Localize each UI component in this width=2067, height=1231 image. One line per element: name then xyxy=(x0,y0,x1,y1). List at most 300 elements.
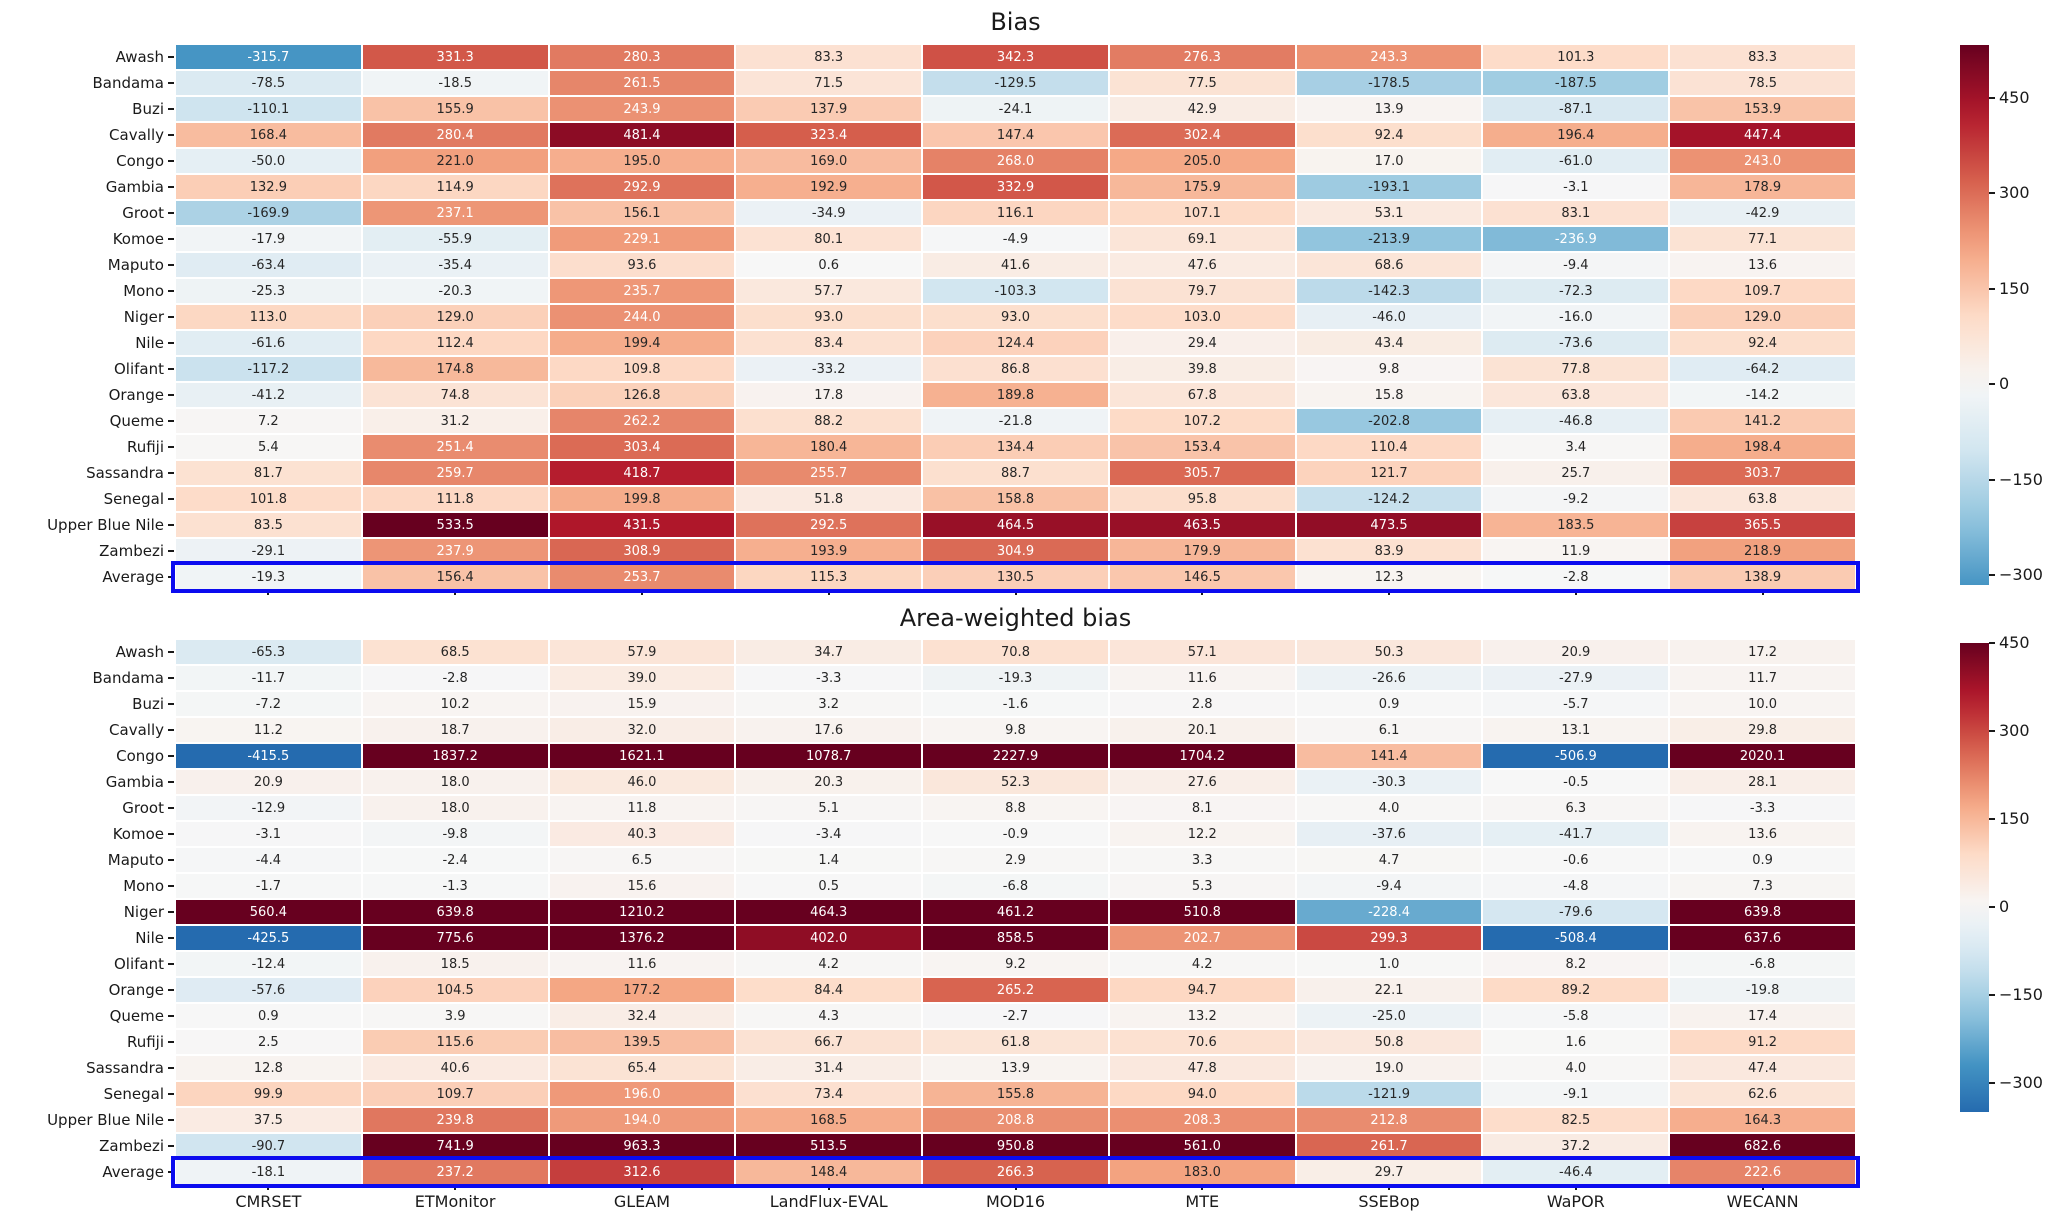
heatmap-cell: 280.4 xyxy=(363,123,548,147)
heatmap-cell: 858.5 xyxy=(923,926,1108,950)
heatmap-cell: 192.9 xyxy=(736,175,921,199)
heatmap-cell: -0.5 xyxy=(1483,770,1668,794)
heatmap-cell: -16.0 xyxy=(1483,305,1668,329)
heatmap-cell: -425.5 xyxy=(176,926,361,950)
heatmap-cell: 164.3 xyxy=(1670,1108,1855,1132)
heatmap-cell: 243.9 xyxy=(550,97,735,121)
heatmap-cell: 47.6 xyxy=(1110,253,1295,277)
heatmap-cell: 132.9 xyxy=(176,175,361,199)
heatmap-cell: -18.5 xyxy=(363,71,548,95)
heatmap-cell: 4.0 xyxy=(1483,1056,1668,1080)
heatmap-cell: 17.6 xyxy=(736,718,921,742)
heatmap-cell: 62.6 xyxy=(1670,1082,1855,1106)
heatmap-cell: 0.9 xyxy=(1297,692,1482,716)
y-axis-tick xyxy=(168,807,174,809)
heatmap-cell: 112.4 xyxy=(363,331,548,355)
heatmap-cell: 18.5 xyxy=(363,952,548,976)
heatmap-cell: 194.0 xyxy=(550,1108,735,1132)
heatmap-cell: -3.1 xyxy=(1483,175,1668,199)
heatmap-cell: 11.8 xyxy=(550,796,735,820)
row-label: Olifant xyxy=(113,360,164,378)
heatmap-cell: 5.4 xyxy=(176,435,361,459)
heatmap-cell: 510.8 xyxy=(1110,900,1295,924)
heatmap-cell: -9.4 xyxy=(1297,874,1482,898)
heatmap-cell: -57.6 xyxy=(176,978,361,1002)
colorbar-tick-label: 450 xyxy=(1999,88,2030,108)
heatmap-cell: 153.9 xyxy=(1670,97,1855,121)
heatmap-cell: 365.5 xyxy=(1670,513,1855,537)
heatmap-cell: 169.0 xyxy=(736,149,921,173)
heatmap-cell: 950.8 xyxy=(923,1134,1108,1158)
colorbar-tick-label: −150 xyxy=(1999,469,2043,489)
heatmap-cell: 1376.2 xyxy=(550,926,735,950)
heatmap-cell: -2.7 xyxy=(923,1004,1108,1028)
heatmap-cell: -1.6 xyxy=(923,692,1108,716)
heatmap-cell: -4.4 xyxy=(176,848,361,872)
heatmap-cell: 29.8 xyxy=(1670,718,1855,742)
heatmap-cell: -9.2 xyxy=(1483,487,1668,511)
heatmap-cell: -11.7 xyxy=(176,666,361,690)
heatmap-cell: 243.0 xyxy=(1670,149,1855,173)
y-axis-tick xyxy=(168,937,174,939)
heatmap-cell: 261.7 xyxy=(1297,1134,1482,1158)
y-axis-tick xyxy=(168,342,174,344)
heatmap-cell: 18.0 xyxy=(363,770,548,794)
heatmap-cell: 299.3 xyxy=(1297,926,1482,950)
y-axis-tick xyxy=(168,781,174,783)
heatmap-cell: 126.8 xyxy=(550,383,735,407)
row-label: Queme xyxy=(109,412,164,430)
y-axis-tick xyxy=(168,963,174,965)
heatmap-cell: 15.8 xyxy=(1297,383,1482,407)
heatmap-cell: -79.6 xyxy=(1483,900,1668,924)
col-label: WaPOR xyxy=(1546,1192,1605,1211)
heatmap-cell: -19.3 xyxy=(923,666,1108,690)
y-axis-tick xyxy=(168,160,174,162)
heatmap-cell: 22.1 xyxy=(1297,978,1482,1002)
heatmap-cell: 77.1 xyxy=(1670,227,1855,251)
heatmap-cell: 5.3 xyxy=(1110,874,1295,898)
y-axis-tick xyxy=(168,524,174,526)
heatmap-cell: 513.5 xyxy=(736,1134,921,1158)
row-label: Cavally xyxy=(109,126,164,144)
heatmap-cell: 9.8 xyxy=(1297,357,1482,381)
heatmap-cell: 103.0 xyxy=(1110,305,1295,329)
heatmap-cell: -178.5 xyxy=(1297,71,1482,95)
row-label: Awash xyxy=(115,643,164,661)
heatmap-cell: -35.4 xyxy=(363,253,548,277)
heatmap-cell: 158.8 xyxy=(923,487,1108,511)
heatmap-cell: 73.4 xyxy=(736,1082,921,1106)
colorbar-tick xyxy=(1989,1082,1995,1084)
row-label: Sassandra xyxy=(86,1059,164,1077)
colorbar-tick xyxy=(1989,730,1995,732)
heatmap-cell: 199.4 xyxy=(550,331,735,355)
heatmap-cell: 40.3 xyxy=(550,822,735,846)
heatmap-cell: -50.0 xyxy=(176,149,361,173)
heatmap-cell: 292.9 xyxy=(550,175,735,199)
y-axis-tick xyxy=(168,108,174,110)
row-label: Olifant xyxy=(113,955,164,973)
heatmap-cell: -21.8 xyxy=(923,409,1108,433)
heatmap-cell: 31.2 xyxy=(363,409,548,433)
colorbar-tick xyxy=(1989,994,1995,996)
heatmap-cell: 193.9 xyxy=(736,539,921,563)
heatmap-cell: 308.9 xyxy=(550,539,735,563)
colorbar-tick-label: −150 xyxy=(1999,984,2043,1004)
heatmap-cell: 39.0 xyxy=(550,666,735,690)
heatmap-cell: -236.9 xyxy=(1483,227,1668,251)
heatmap-cell: -41.2 xyxy=(176,383,361,407)
heatmap-cell: 47.8 xyxy=(1110,1056,1295,1080)
row-label: Average xyxy=(102,1163,164,1181)
y-axis-tick xyxy=(168,859,174,861)
colorbar-tick-label: 300 xyxy=(1999,183,2030,203)
heatmap-cell: 175.9 xyxy=(1110,175,1295,199)
y-axis-tick xyxy=(168,238,174,240)
y-axis-tick xyxy=(168,550,174,552)
heatmap-cell: 963.3 xyxy=(550,1134,735,1158)
col-label: ETMonitor xyxy=(414,1192,496,1211)
heatmap-cell: 92.4 xyxy=(1297,123,1482,147)
row-label: Senegal xyxy=(103,490,164,508)
heatmap-cell: 13.1 xyxy=(1483,718,1668,742)
y-axis-tick xyxy=(168,833,174,835)
row-label: Buzi xyxy=(132,695,164,713)
heatmap-cell: 69.1 xyxy=(1110,227,1295,251)
heatmap-cell: 280.3 xyxy=(550,45,735,69)
heatmap-cell: 71.5 xyxy=(736,71,921,95)
row-label: Orange xyxy=(108,981,164,999)
heatmap-cell: -73.6 xyxy=(1483,331,1668,355)
heatmap-cell: 4.3 xyxy=(736,1004,921,1028)
heatmap-cell: 19.0 xyxy=(1297,1056,1482,1080)
heatmap-cell: 39.8 xyxy=(1110,357,1295,381)
heatmap-cell: 5.1 xyxy=(736,796,921,820)
heatmap-cell: -117.2 xyxy=(176,357,361,381)
y-axis-tick xyxy=(168,134,174,136)
heatmap-cell: 155.9 xyxy=(363,97,548,121)
heatmap-cell: 1.6 xyxy=(1483,1030,1668,1054)
heatmap-cell: 43.4 xyxy=(1297,331,1482,355)
y-axis-tick xyxy=(168,677,174,679)
heatmap-cell: 37.5 xyxy=(176,1108,361,1132)
heatmap-cell: 74.8 xyxy=(363,383,548,407)
heatmap-cell: -34.9 xyxy=(736,201,921,225)
heatmap-cell: -0.9 xyxy=(923,822,1108,846)
heatmap-cell: -3.3 xyxy=(736,666,921,690)
heatmap-cell: 0.6 xyxy=(736,253,921,277)
heatmap-cell: 12.8 xyxy=(176,1056,361,1080)
row-label: Upper Blue Nile xyxy=(47,1111,164,1129)
col-label: WECANN xyxy=(1726,1192,1799,1211)
heatmap-cell: 32.0 xyxy=(550,718,735,742)
heatmap-cell: -3.3 xyxy=(1670,796,1855,820)
heatmap-cell: 2.9 xyxy=(923,848,1108,872)
heatmap-cell: 3.4 xyxy=(1483,435,1668,459)
y-axis-tick xyxy=(168,1015,174,1017)
heatmap-cell: -61.0 xyxy=(1483,149,1668,173)
heatmap-cell: 202.7 xyxy=(1110,926,1295,950)
heatmap-cell: 88.7 xyxy=(923,461,1108,485)
y-axis-tick xyxy=(168,212,174,214)
heatmap-cell: 42.9 xyxy=(1110,97,1295,121)
heatmap-cell: 114.9 xyxy=(363,175,548,199)
heatmap-cell: 57.9 xyxy=(550,640,735,664)
heatmap-cell: 741.9 xyxy=(363,1134,548,1158)
heatmap-cell: -415.5 xyxy=(176,744,361,768)
heatmap-cell: 4.7 xyxy=(1297,848,1482,872)
heatmap-cell: 83.9 xyxy=(1297,539,1482,563)
y-axis-tick xyxy=(168,989,174,991)
heatmap-cell: 463.5 xyxy=(1110,513,1295,537)
row-label: Komoe xyxy=(112,230,164,248)
heatmap-cell: -42.9 xyxy=(1670,201,1855,225)
heatmap-cell: 139.5 xyxy=(550,1030,735,1054)
heatmap-cell: -63.4 xyxy=(176,253,361,277)
heatmap-cell: 20.3 xyxy=(736,770,921,794)
heatmap-cell: 244.0 xyxy=(550,305,735,329)
y-axis-tick xyxy=(168,703,174,705)
heatmap-cell: 178.9 xyxy=(1670,175,1855,199)
heatmap-cell: 65.4 xyxy=(550,1056,735,1080)
heatmap-cell: 57.7 xyxy=(736,279,921,303)
heatmap-cell: 78.5 xyxy=(1670,71,1855,95)
heatmap-cell: 3.3 xyxy=(1110,848,1295,872)
heatmap-cell: 235.7 xyxy=(550,279,735,303)
heatmap-cell: 111.8 xyxy=(363,487,548,511)
heatmap-cell: -87.1 xyxy=(1483,97,1668,121)
heatmap-cell: 92.4 xyxy=(1670,331,1855,355)
heatmap-cell: -55.9 xyxy=(363,227,548,251)
colorbar-tick xyxy=(1989,192,1995,194)
heatmap-cell: 29.7 xyxy=(1297,1160,1482,1184)
heatmap-cell: 91.2 xyxy=(1670,1030,1855,1054)
heatmap-cell: 2.8 xyxy=(1110,692,1295,716)
heatmap-cell: -9.8 xyxy=(363,822,548,846)
heatmap-cell: 130.5 xyxy=(923,565,1108,589)
heatmap-cell: -65.3 xyxy=(176,640,361,664)
heatmap-cell: 304.9 xyxy=(923,539,1108,563)
y-axis-tick xyxy=(168,264,174,266)
col-label: CMRSET xyxy=(235,1192,302,1211)
heatmap-cell: 464.5 xyxy=(923,513,1108,537)
heatmap-cell: -9.4 xyxy=(1483,253,1668,277)
heatmap-cell: 34.7 xyxy=(736,640,921,664)
heatmap-cell: 88.2 xyxy=(736,409,921,433)
heatmap-cell: 57.1 xyxy=(1110,640,1295,664)
heatmap-cell: 95.8 xyxy=(1110,487,1295,511)
heatmap-cell: 342.3 xyxy=(923,45,1108,69)
heatmap-cell: -121.9 xyxy=(1297,1082,1482,1106)
row-label: Gambia xyxy=(105,178,164,196)
heatmap-cell: 3.2 xyxy=(736,692,921,716)
row-label: Buzi xyxy=(132,100,164,118)
colorbar-tick xyxy=(1989,574,1995,576)
heatmap-cell: 18.7 xyxy=(363,718,548,742)
heatmap-cell: 8.8 xyxy=(923,796,1108,820)
heatmap-cell: 80.1 xyxy=(736,227,921,251)
row-label: Niger xyxy=(123,308,164,326)
heatmap-cell: 268.0 xyxy=(923,149,1108,173)
heatmap-cell: 86.8 xyxy=(923,357,1108,381)
heatmap-cell: 70.6 xyxy=(1110,1030,1295,1054)
heatmap-cell: 20.9 xyxy=(1483,640,1668,664)
heatmap-cell: 6.1 xyxy=(1297,718,1482,742)
heatmap-cell: 134.4 xyxy=(923,435,1108,459)
heatmap-cell: -12.4 xyxy=(176,952,361,976)
heatmap-cell: 239.8 xyxy=(363,1108,548,1132)
heatmap-cell: 50.8 xyxy=(1297,1030,1482,1054)
y-axis-tick xyxy=(168,186,174,188)
heatmap-cell: 174.8 xyxy=(363,357,548,381)
heatmap-cell: -29.1 xyxy=(176,539,361,563)
heatmap-cell: -3.1 xyxy=(176,822,361,846)
colorbar-tick-label: 150 xyxy=(1999,278,2030,298)
row-label: Gambia xyxy=(105,773,164,791)
heatmap-cell: 11.7 xyxy=(1670,666,1855,690)
heatmap-cell: 11.9 xyxy=(1483,539,1668,563)
y-axis-tick xyxy=(168,1119,174,1121)
heatmap-cell: -2.8 xyxy=(1483,565,1668,589)
heatmap-cell: -46.4 xyxy=(1483,1160,1668,1184)
heatmap-cell: 28.1 xyxy=(1670,770,1855,794)
y-axis-tick xyxy=(168,1145,174,1147)
colorbar-tick-label: 300 xyxy=(1999,720,2030,740)
heatmap-cell: -4.9 xyxy=(923,227,1108,251)
y-axis-tick xyxy=(168,1093,174,1095)
heatmap-cell: 83.1 xyxy=(1483,201,1668,225)
heatmap-cell: 237.9 xyxy=(363,539,548,563)
heatmap-cell: -4.8 xyxy=(1483,874,1668,898)
heatmap-cell: -6.8 xyxy=(923,874,1108,898)
heatmap-cell: 2227.9 xyxy=(923,744,1108,768)
heatmap-cell: 331.3 xyxy=(363,45,548,69)
colorbar-tick-label: 150 xyxy=(1999,808,2030,828)
heatmap-cell: -169.9 xyxy=(176,201,361,225)
y-axis-tick xyxy=(168,911,174,913)
heatmap-cell: -110.1 xyxy=(176,97,361,121)
heatmap-cell: 20.1 xyxy=(1110,718,1295,742)
heatmap-cell: 47.4 xyxy=(1670,1056,1855,1080)
heatmap-cell: 3.9 xyxy=(363,1004,548,1028)
colorbar-tick-label: 0 xyxy=(1999,896,2010,916)
heatmap-cell: -30.3 xyxy=(1297,770,1482,794)
heatmap-cell: 67.8 xyxy=(1110,383,1295,407)
heatmap-cell: 13.2 xyxy=(1110,1004,1295,1028)
col-label: LandFlux-EVAL xyxy=(769,1192,888,1211)
heatmap-cell: 0.5 xyxy=(736,874,921,898)
heatmap-cell: -90.7 xyxy=(176,1134,361,1158)
heatmap-cell: 11.6 xyxy=(1110,666,1295,690)
heatmap-cell: 11.2 xyxy=(176,718,361,742)
heatmap-cell: 93.0 xyxy=(923,305,1108,329)
heatmap-cell: 50.3 xyxy=(1297,640,1482,664)
heatmap-cell: -315.7 xyxy=(176,45,361,69)
heatmap-cell: 17.8 xyxy=(736,383,921,407)
row-label: Zambezi xyxy=(99,1137,164,1155)
heatmap-cell: -228.4 xyxy=(1297,900,1482,924)
heatmap-cell: 40.6 xyxy=(363,1056,548,1080)
heatmap-cell: 6.3 xyxy=(1483,796,1668,820)
heatmap-cell: 418.7 xyxy=(550,461,735,485)
heatmap-cell: 775.6 xyxy=(363,926,548,950)
heatmap-cell: 153.4 xyxy=(1110,435,1295,459)
heatmap-cell: 37.2 xyxy=(1483,1134,1668,1158)
heatmap-cell: 237.1 xyxy=(363,201,548,225)
heatmap-cell: 183.5 xyxy=(1483,513,1668,537)
heatmap-cell: 83.3 xyxy=(1670,45,1855,69)
heatmap-cell: 560.4 xyxy=(176,900,361,924)
heatmap-cell: 15.6 xyxy=(550,874,735,898)
heatmap-cell: 1078.7 xyxy=(736,744,921,768)
heatmap-cell: 243.3 xyxy=(1297,45,1482,69)
heatmap-cell: -5.7 xyxy=(1483,692,1668,716)
heatmap-cell: 183.0 xyxy=(1110,1160,1295,1184)
heatmap-cell: -3.4 xyxy=(736,822,921,846)
heatmap-cell: 8.1 xyxy=(1110,796,1295,820)
heatmap-cell: -72.3 xyxy=(1483,279,1668,303)
heatmap-cell: 199.8 xyxy=(550,487,735,511)
heatmap-cell: -37.6 xyxy=(1297,822,1482,846)
heatmap-cell: -46.8 xyxy=(1483,409,1668,433)
row-label: Cavally xyxy=(109,721,164,739)
col-label: SSEBop xyxy=(1358,1192,1420,1211)
row-label: Mono xyxy=(123,877,164,895)
heatmap-cell: -1.7 xyxy=(176,874,361,898)
heatmap-cell: -9.1 xyxy=(1483,1082,1668,1106)
row-label: Maputo xyxy=(107,256,164,274)
heatmap-cell: -64.2 xyxy=(1670,357,1855,381)
heatmap-cell: 179.9 xyxy=(1110,539,1295,563)
y-axis-tick xyxy=(168,56,174,58)
heatmap-cell: 141.4 xyxy=(1297,744,1482,768)
heatmap-cell: 2.5 xyxy=(176,1030,361,1054)
heatmap-cell: -508.4 xyxy=(1483,926,1668,950)
heatmap-cell: -24.1 xyxy=(923,97,1108,121)
heatmap-cell: 13.9 xyxy=(1297,97,1482,121)
heatmap-cell: 147.4 xyxy=(923,123,1108,147)
heatmap-cell: 0.9 xyxy=(176,1004,361,1028)
heatmap-cell: 63.8 xyxy=(1670,487,1855,511)
heatmap-cell: 66.7 xyxy=(736,1030,921,1054)
heatmap-cell: 323.4 xyxy=(736,123,921,147)
heatmap-cell: -6.8 xyxy=(1670,952,1855,976)
heatmap-cell: 332.9 xyxy=(923,175,1108,199)
heatmap-cell: -213.9 xyxy=(1297,227,1482,251)
heatmap-cell: 107.2 xyxy=(1110,409,1295,433)
heatmap-cell: 561.0 xyxy=(1110,1134,1295,1158)
heatmap-cell: 222.6 xyxy=(1670,1160,1855,1184)
colorbar-tick-label: 450 xyxy=(1999,633,2030,652)
heatmap-cell: 138.9 xyxy=(1670,565,1855,589)
heatmap-cell: 13.6 xyxy=(1670,253,1855,277)
heatmap-cell: 253.7 xyxy=(550,565,735,589)
colorbar-tick xyxy=(1989,642,1995,644)
row-label: Groot xyxy=(122,799,164,817)
heatmap-cell: 198.4 xyxy=(1670,435,1855,459)
heatmap-cell: 70.8 xyxy=(923,640,1108,664)
heatmap-cell: 101.3 xyxy=(1483,45,1668,69)
heatmap-cell: 94.0 xyxy=(1110,1082,1295,1106)
heatmap-cell: -19.8 xyxy=(1670,978,1855,1002)
heatmap-cell: 12.3 xyxy=(1297,565,1482,589)
heatmap-cell: -20.3 xyxy=(363,279,548,303)
heatmap-cell: 10.2 xyxy=(363,692,548,716)
heatmap-cell: -46.0 xyxy=(1297,305,1482,329)
heatmap-cell: 68.5 xyxy=(363,640,548,664)
heatmap-cell: -25.0 xyxy=(1297,1004,1482,1028)
